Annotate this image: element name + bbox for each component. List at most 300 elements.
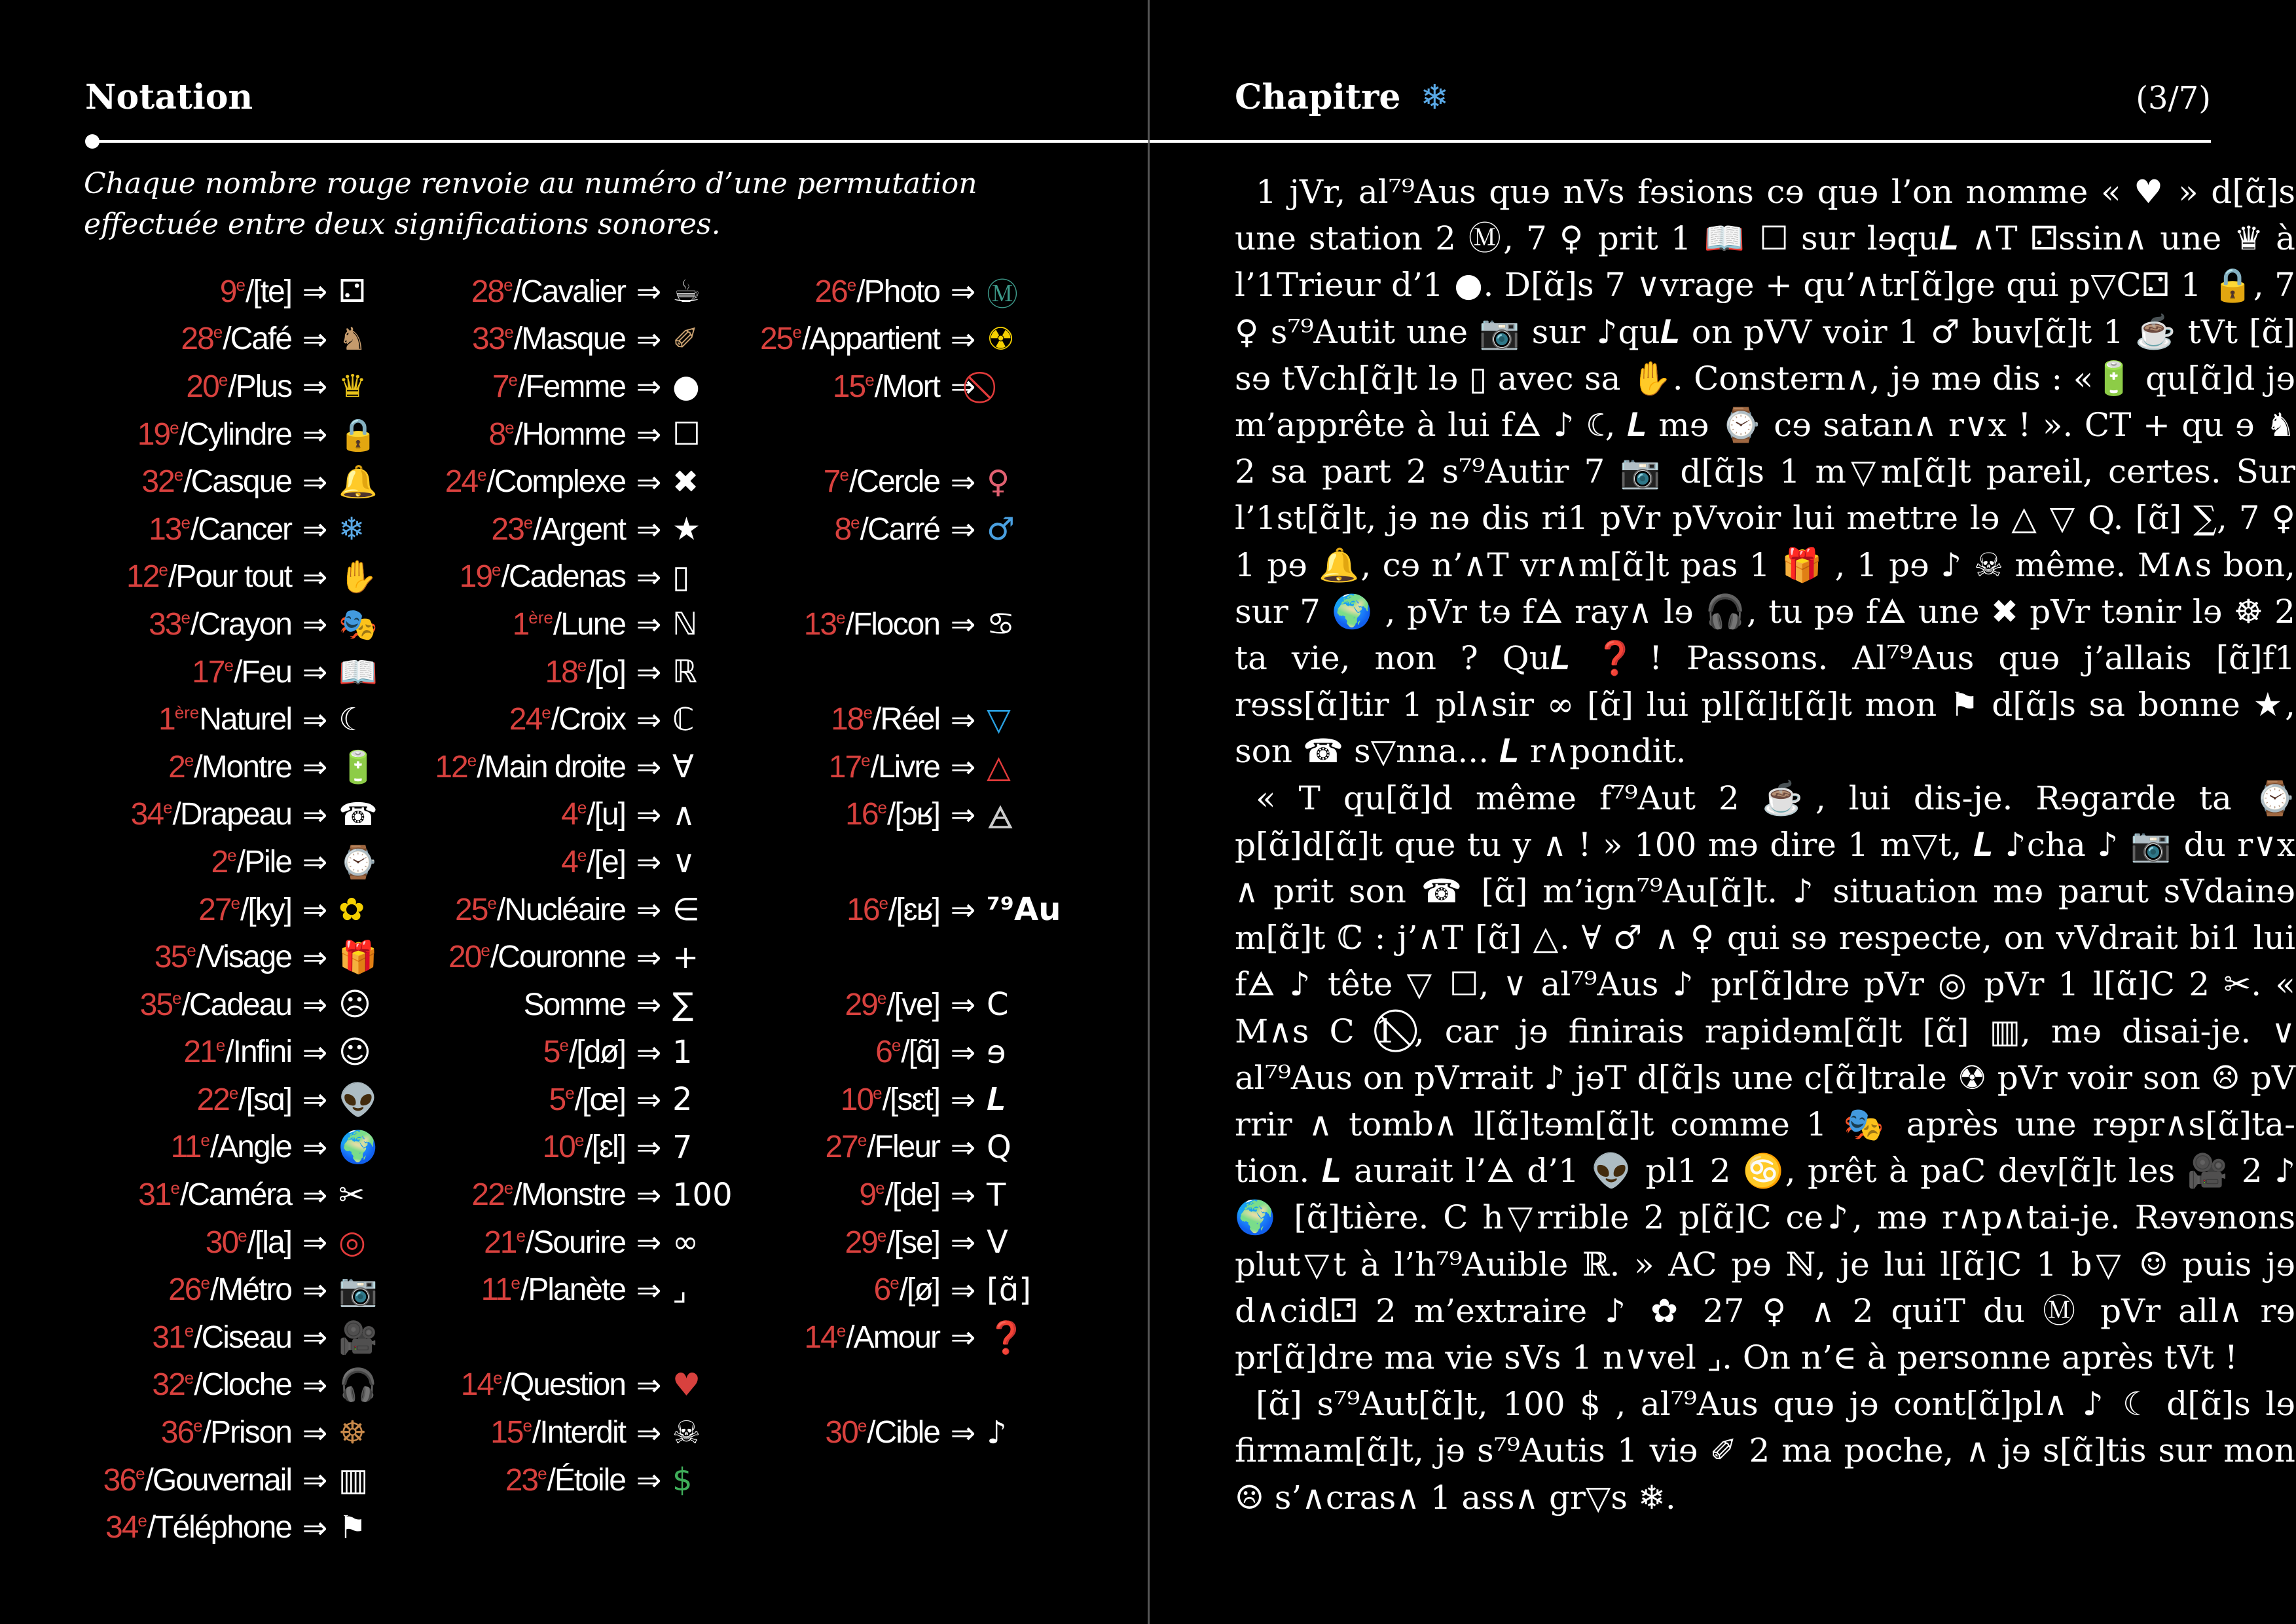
permutation-number <box>103 1463 145 1498</box>
legend-symbol-icon: ⌚ <box>338 843 378 881</box>
permutation-index: 27 <box>198 892 231 927</box>
legend-label <box>79 1129 291 1165</box>
legend-symbol-icon: ℕ <box>672 606 698 643</box>
legend-entry <box>733 1124 1039 1172</box>
legend-label <box>733 369 939 405</box>
ordinal-suffix: e <box>877 987 887 1008</box>
permutation-index: 30 <box>205 1225 238 1260</box>
meaning-text: /[se] <box>886 1225 939 1260</box>
implies-arrow-icon: ⇒ <box>636 654 662 690</box>
permutation-number <box>490 1415 532 1450</box>
ordinal-suffix: e <box>137 1511 147 1531</box>
legend-symbol-icon: ∧ <box>672 796 696 833</box>
legend-label <box>393 1367 625 1403</box>
permutation-number <box>211 845 236 879</box>
meaning-text: /Couronne <box>490 940 625 975</box>
legend-entry <box>733 458 1039 506</box>
permutation-number <box>845 797 887 832</box>
permutation-index: 24 <box>509 702 542 737</box>
legend-entry <box>79 363 391 411</box>
permutation-index: 12 <box>126 559 159 595</box>
legend-symbol-icon: ☐ <box>672 416 701 453</box>
permutation-index: 35 <box>139 987 173 1022</box>
permutation-index: 9 <box>859 1177 876 1213</box>
meaning-text: /Cylindre <box>179 416 291 452</box>
legend-entry <box>79 791 391 839</box>
ordinal-suffix: e <box>541 703 551 723</box>
permutation-index: 15 <box>832 369 866 404</box>
legend-symbol-icon: ⌟ <box>672 1271 687 1308</box>
implies-arrow-icon: ⇒ <box>636 987 662 1023</box>
legend-entry <box>79 1171 391 1219</box>
meaning-text: /Angle <box>210 1130 291 1165</box>
legend-entry <box>393 600 725 648</box>
ordinal-suffix: e <box>538 1463 547 1483</box>
legend-symbol-icon: ✋ <box>338 559 378 596</box>
legend-entry <box>733 600 1039 648</box>
permutation-index: 13 <box>803 606 837 642</box>
meaning-text: /Photo <box>856 274 939 309</box>
legend-entry <box>79 1219 391 1266</box>
permutation-number <box>484 1225 526 1260</box>
legend-entry <box>79 316 391 363</box>
legend-symbol-icon: ● <box>672 368 700 405</box>
legend-label <box>393 701 625 737</box>
legend-label <box>79 1082 291 1118</box>
implies-arrow-icon: ⇒ <box>636 1177 662 1213</box>
ordinal-suffix: e <box>477 465 487 485</box>
ordinal-suffix: ère <box>528 607 553 627</box>
permutation-index: 25 <box>759 322 793 357</box>
ordinal-suffix: e <box>230 893 240 913</box>
notation-title: Notation <box>85 77 253 117</box>
meaning-text: /[te] <box>245 274 291 309</box>
legend-entry <box>733 1219 1039 1266</box>
chapter-paragraph: « T qu[ɑ̃]d même f⁷⁹Aut 2 ☕, lui dis-je. Rɘgarde ta ⌚ p[ɑ̃]d[ɑ̃]t que tu y ∧ ! » 100 mɘ dire 1 m▽t, 𝑳 ♪cha ♪ 📷 du r∨x ∧ prit son ☎ [ɑ̃] m’ign⁷⁹Au[ɑ̃]t. ♪ situation mɘ parut sVdainɘ m[ɑ̃]t ℂ : j’∧T [ɑ̃] △. ∀ ♂ ∧ ♀ qui sɘ respecte, on vVdrait bi1 lui f🜁 ♪ tête ▽ ☐, ∨ al⁷⁹Aus ♪ pr[ɑ̃]dre pVr ◎ pVr 1 l[ɑ̃]C 2 ✂. « M∧s C 1 ⃠, car jɘ finirais rapidɘm[ɑ̃]t [ɑ̃] ▥, mɘ disai-je. ∨ al⁷⁹Aus on pVrrait ♪ jɘT d[ɑ̃]s une c[ɑ̃]trale ☢ pVr voir son ☹ pV rrir ∧ tomb∧ l[ɑ̃]tɘm[ɑ̃]t comme 1 🎭 après une rɘpr∧s[ɑ̃]ta- tion. 𝑳 aurait l’🜁 d’1 👽 pl1 2 ♋, prêt à paC dev[ɑ̃]t les 🎥 2 ♪ 🌍 [ɑ̃]tière. C h▽rrible 2 p[ɑ̃]C ce♪, mɘ r∧p∧tai-je. Rɘvɘnons plut▽t à l’h⁷⁹Auible ℝ. » AC pɘ ℕ, je lui l[ɑ̃]C 1 b▽ ☺ puis jɘ d∧cid⚁ 2 m’extraire ♪ ✿ 27 ♀ ∧ 2 quiT du Ⓜ pVr all∧ rɘ pr[ɑ̃]dre ma vie sVs 1 n∨vel ⌟. On n’∈ à personne après tVt ! <box>1235 779 2295 1377</box>
implies-arrow-icon: ⇒ <box>302 1177 328 1213</box>
permutation-index: 26 <box>814 274 847 309</box>
meaning-text: /Planète <box>520 1272 625 1308</box>
implies-arrow-icon: ⇒ <box>636 511 662 547</box>
legend-symbol-icon: ⁷⁹Au <box>987 891 1061 929</box>
meaning-text: /Métro <box>210 1272 291 1308</box>
legend-symbol-icon: ℂ <box>672 701 695 738</box>
meaning-text: /Prison <box>202 1415 291 1450</box>
legend-symbol-icon <box>987 368 1039 405</box>
permutation-index: 9 <box>219 274 236 309</box>
legend-label <box>733 987 939 1023</box>
permutation-index: 26 <box>168 1272 201 1308</box>
legend-symbol-icon: 📖 <box>338 654 378 691</box>
permutation-number <box>198 893 240 927</box>
permutation-number <box>161 1415 203 1450</box>
chapter-paragraph: [ɑ̃] s⁷⁹Aut[ɑ̃]t, 100 $ , al⁷⁹Aus quɘ jɘ cont[ɑ̃]pl∧ ♪ ☾ d[ɑ̃]s lɘ firmam[ɑ̃]t, jɘ s⁷⁹Autis 1 viɘ ✐ 2 ma poche, ∧ jɘ s[ɑ̃]tis sur mon ☹ s’∧cras∧ 1 ass∧ gr▽s ❄. <box>1235 1385 2295 1517</box>
permutation-number <box>814 274 856 309</box>
permutation-number <box>825 1415 867 1450</box>
implies-arrow-icon: ⇒ <box>950 1129 976 1165</box>
legend-entry <box>393 363 725 411</box>
meaning-text: /Pile <box>236 844 291 879</box>
meaning-text: /[u] <box>587 797 625 832</box>
legend-entry <box>79 600 391 648</box>
meaning-text: /[de] <box>884 1177 939 1213</box>
meaning-text: /Caméra <box>179 1177 291 1213</box>
legend-label <box>733 1320 939 1356</box>
permutation-number <box>149 512 191 547</box>
meaning-text: /Cercle <box>848 464 939 500</box>
legend-symbol-icon: ☹ <box>338 986 372 1024</box>
permutation-index: 22 <box>196 1082 229 1117</box>
legend-label <box>79 321 291 357</box>
permutation-number <box>152 1367 194 1402</box>
meaning-text: /Masque <box>513 322 625 357</box>
permutation-index: 32 <box>141 464 174 500</box>
legend-label <box>733 1414 939 1450</box>
implies-arrow-icon: ⇒ <box>950 701 976 737</box>
legend-symbol-icon: ɘ <box>987 1033 1006 1071</box>
legend-entry <box>393 695 725 743</box>
legend-label <box>393 464 625 500</box>
permutation-index: 33 <box>472 322 505 357</box>
implies-arrow-icon: ⇒ <box>302 1509 328 1545</box>
permutation-number <box>847 893 888 927</box>
implies-arrow-icon: ⇒ <box>636 559 662 595</box>
ordinal-suffix: e <box>839 465 849 485</box>
permutation-number <box>126 559 168 594</box>
legend-label <box>79 796 291 832</box>
implies-arrow-icon: ⇒ <box>636 1129 662 1165</box>
meaning-text: /[ɔʁ] <box>887 797 939 832</box>
meaning-text: /Cible <box>867 1415 939 1450</box>
permutation-index: 14 <box>804 1320 837 1355</box>
permutation-index: 19 <box>459 559 492 595</box>
legend-entry <box>393 316 725 363</box>
legend-symbol-icon: 🔔 <box>338 464 378 501</box>
permutation-number <box>845 1225 886 1260</box>
meaning-text: /[ɛl] <box>584 1130 625 1165</box>
meaning-text: /Fleur <box>867 1130 939 1165</box>
ordinal-suffix: e <box>875 1178 885 1198</box>
implies-arrow-icon: ⇒ <box>950 511 976 547</box>
legend-symbol-icon: ⚑ <box>338 1509 367 1546</box>
permutation-index: 23 <box>505 1462 538 1498</box>
ordinal-suffix: e <box>136 1463 145 1483</box>
implies-arrow-icon: ⇒ <box>302 939 328 975</box>
legend-entry <box>393 1171 733 1219</box>
permutation-number <box>549 1082 575 1117</box>
legend-symbol-icon: ♥ <box>672 1366 701 1403</box>
meaning-text: /[œ] <box>574 1082 625 1117</box>
implies-arrow-icon: ⇒ <box>302 464 328 500</box>
permutation-number <box>542 1130 584 1164</box>
legend-symbol-icon: ★ <box>672 511 701 548</box>
legend-symbol-icon: ♛ <box>338 368 367 405</box>
implies-arrow-icon: ⇒ <box>302 749 328 785</box>
legend-label <box>393 416 625 452</box>
legend-label <box>79 1509 291 1545</box>
meaning-text: /Téléphone <box>147 1510 291 1545</box>
legend-entry <box>79 981 391 1029</box>
ordinal-suffix: e <box>184 1368 194 1388</box>
ordinal-suffix: e <box>238 1225 247 1246</box>
ordinal-suffix: e <box>492 560 501 580</box>
implies-arrow-icon: ⇒ <box>636 892 662 928</box>
permutation-number <box>138 1177 180 1212</box>
permutation-index: 14 <box>460 1367 494 1403</box>
legend-entry <box>733 1029 1039 1077</box>
chapter-page <box>1150 0 2296 1624</box>
permutation-index: 13 <box>149 511 181 547</box>
implies-arrow-icon: ⇒ <box>636 321 662 357</box>
ordinal-suffix: e <box>865 369 875 390</box>
legend-label <box>79 274 291 310</box>
permutation-number <box>491 512 533 547</box>
legend-label <box>733 321 939 357</box>
legend-entry <box>393 1029 725 1077</box>
legend-symbol-icon: ☢ <box>987 320 1015 358</box>
implies-arrow-icon: ⇒ <box>636 1462 662 1498</box>
ordinal-suffix: e <box>200 1130 210 1151</box>
permutation-number <box>804 607 846 642</box>
legend-entry <box>393 648 725 696</box>
ordinal-suffix: e <box>170 417 179 437</box>
ordinal-suffix: e <box>847 274 857 295</box>
permutation-number <box>448 940 490 974</box>
permutation-index: 17 <box>192 654 225 690</box>
legend-entry <box>393 1409 725 1456</box>
legend-label <box>393 892 625 928</box>
permutation-number <box>186 369 228 404</box>
ordinal-suffix: e <box>172 987 182 1008</box>
legend-entry <box>393 553 725 601</box>
permutation-index: 31 <box>152 1320 185 1355</box>
permutation-index: 16 <box>847 892 879 927</box>
legend-symbol-icon: ☠ <box>672 1414 701 1451</box>
permutation-index: 19 <box>137 416 170 452</box>
ordinal-suffix: e <box>508 369 518 390</box>
permutation-index: 34 <box>105 1510 138 1545</box>
implies-arrow-icon: ⇒ <box>302 987 328 1023</box>
permutation-index: 2 <box>211 844 228 879</box>
legend-label <box>79 654 291 690</box>
ordinal-suffix: e <box>877 798 887 818</box>
legend-entry <box>79 1504 391 1551</box>
legend-spacer <box>733 1361 1039 1409</box>
permutation-index: 11 <box>170 1130 201 1165</box>
permutation-index: 29 <box>845 987 877 1022</box>
legend-entry <box>733 268 1039 316</box>
permutation-number <box>824 464 849 499</box>
implies-arrow-icon: ⇒ <box>302 369 328 405</box>
ordinal-suffix: e <box>467 750 477 770</box>
meaning-text: Somme <box>523 987 625 1022</box>
implies-arrow-icon: ⇒ <box>636 606 662 642</box>
meaning-text: /Infini <box>225 1035 291 1070</box>
permutation-number <box>183 1035 225 1069</box>
legend-symbol-icon: ✖ <box>672 463 699 500</box>
legend-label <box>393 939 625 975</box>
permutation-number <box>859 1177 884 1212</box>
meaning-text: Naturel <box>199 702 291 737</box>
ordinal-suffix: e <box>565 1082 575 1103</box>
meaning-text: /[ø] <box>899 1272 939 1308</box>
ordinal-suffix: e <box>836 1320 847 1340</box>
legend-entry <box>733 886 1061 934</box>
implies-arrow-icon: ⇒ <box>950 1177 976 1213</box>
permutation-index: 18 <box>831 702 864 737</box>
implies-arrow-icon: ⇒ <box>302 701 328 737</box>
legend-label <box>393 844 625 880</box>
implies-arrow-icon: ⇒ <box>950 796 976 832</box>
ordinal-suffix: e <box>224 655 234 675</box>
meaning-text: /Appartient <box>801 322 939 357</box>
legend-entry <box>393 1361 725 1409</box>
legend-label <box>79 1177 291 1213</box>
ordinal-suffix: e <box>577 655 587 675</box>
legend-entry <box>79 695 391 743</box>
legend-symbol-icon: ☺ <box>338 1033 372 1071</box>
legend-label <box>79 939 291 975</box>
legend-symbol-icon: ♪ <box>987 1414 1007 1451</box>
legend-symbol-icon: 1 <box>672 1033 693 1071</box>
legend-label <box>79 511 291 547</box>
implies-arrow-icon: ⇒ <box>950 1225 976 1261</box>
permutation-number <box>435 750 477 784</box>
legend-entry <box>393 838 725 886</box>
ordinal-suffix: e <box>522 1416 532 1436</box>
legend-entry <box>79 1314 391 1361</box>
permutation-number <box>141 464 183 499</box>
implies-arrow-icon: ⇒ <box>302 1462 328 1498</box>
legend-symbol-icon: ℝ <box>672 654 698 691</box>
implies-arrow-icon: ⇒ <box>950 464 976 500</box>
legend-column-2 <box>393 268 733 1504</box>
legend-entry <box>733 1266 1039 1314</box>
implies-arrow-icon: ⇒ <box>302 796 328 832</box>
legend-symbol-icon: △ <box>987 748 1011 786</box>
meaning-text: /Pour tout <box>168 559 291 595</box>
legend-label <box>733 1129 939 1165</box>
permutation-index: 23 <box>491 511 524 547</box>
permutation-number <box>874 1272 900 1307</box>
legend-entry <box>733 1314 1039 1361</box>
implies-arrow-icon: ⇒ <box>636 844 662 880</box>
legend-entry <box>393 886 725 934</box>
permutation-number <box>545 655 587 690</box>
legend-entry <box>79 743 391 791</box>
legend-entry <box>393 1219 725 1266</box>
meaning-text: /Flocon <box>845 606 939 642</box>
meaning-text: /Mort <box>874 369 939 404</box>
legend-symbol-icon: V <box>987 1224 1008 1261</box>
legend-symbol-icon: 𝑳 <box>987 1080 1006 1118</box>
meaning-text: /Sourire <box>525 1225 625 1260</box>
ordinal-suffix: e <box>170 1178 180 1198</box>
ordinal-suffix: e <box>857 1130 867 1151</box>
legend-entry <box>393 1266 725 1314</box>
permutation-index: 12 <box>435 749 467 784</box>
implies-arrow-icon: ⇒ <box>950 1082 976 1118</box>
legend-symbol-icon: ∞ <box>672 1224 699 1261</box>
meaning-text: /[ɛʁ] <box>888 892 939 927</box>
legend-label <box>393 1082 625 1118</box>
ordinal-suffix: e <box>493 1368 503 1388</box>
implies-arrow-icon: ⇒ <box>950 321 976 357</box>
permutation-number <box>831 702 873 737</box>
meaning-text: /Visage <box>196 940 291 975</box>
meaning-text: /[sɑ] <box>238 1082 291 1117</box>
meaning-text: /Cancer <box>190 511 291 547</box>
implies-arrow-icon: ⇒ <box>302 892 328 928</box>
permutation-index: 4 <box>561 844 577 879</box>
legend-label <box>393 606 625 642</box>
legend-entry <box>733 316 1039 363</box>
legend-symbol-icon: ♋ <box>987 606 1015 643</box>
legend-symbol-icon: 👽 <box>338 1081 378 1118</box>
legend-symbol-icon: ∨ <box>672 843 696 881</box>
ordinal-suffix: e <box>505 417 515 437</box>
legend-label <box>79 1034 291 1070</box>
permutation-index: 30 <box>825 1415 858 1450</box>
permutation-index: 6 <box>875 1035 892 1070</box>
legend-entry <box>393 411 725 458</box>
legend-entry <box>393 1124 725 1172</box>
legend-entry <box>79 1266 391 1314</box>
implies-arrow-icon: ⇒ <box>302 1225 328 1261</box>
meaning-text: /[ɑ̃] <box>901 1035 939 1070</box>
permutation-number <box>158 702 199 737</box>
meaning-text: /Casque <box>183 464 291 500</box>
permutation-index: 7 <box>492 369 509 404</box>
permutation-number <box>875 1035 901 1069</box>
legend-label <box>393 559 625 595</box>
legend-label <box>393 321 625 357</box>
ordinal-suffix: e <box>516 1225 526 1246</box>
permutation-index: 5 <box>543 1035 560 1070</box>
permutation-number <box>445 464 487 499</box>
implies-arrow-icon: ⇒ <box>302 416 328 452</box>
implies-arrow-icon: ⇒ <box>636 1034 662 1070</box>
legend-symbol-icon: ♂ <box>987 511 1015 548</box>
meaning-text: /Étoile <box>547 1462 625 1498</box>
ordinal-suffix: e <box>163 798 173 818</box>
ordinal-suffix: e <box>181 512 191 532</box>
implies-arrow-icon: ⇒ <box>950 892 976 928</box>
chapter-body <box>1235 169 2295 1521</box>
legend-entry <box>393 268 725 316</box>
legend-symbol-icon: ▽ <box>987 701 1011 738</box>
header-rule <box>92 140 1148 143</box>
permutation-number <box>833 369 875 404</box>
ordinal-suffix: e <box>577 798 587 818</box>
legend-label <box>733 1034 939 1070</box>
implies-arrow-icon: ⇒ <box>950 749 976 785</box>
legend-entry <box>79 1076 391 1124</box>
meaning-text: /Montre <box>194 749 291 784</box>
legend-label <box>393 1414 625 1450</box>
legend-entry <box>79 933 391 981</box>
legend-symbol-icon: [ɑ̃] <box>987 1271 1031 1308</box>
legend-label <box>393 1129 625 1165</box>
meaning-text: /[ky] <box>240 892 291 927</box>
legend-entry <box>393 458 725 506</box>
permutation-index: 36 <box>160 1415 194 1450</box>
legend-entry <box>733 1076 1039 1124</box>
permutation-number <box>171 1130 210 1164</box>
meaning-text: /Monstre <box>513 1177 625 1213</box>
permutation-number <box>543 1035 569 1069</box>
legend-entry <box>79 838 391 886</box>
